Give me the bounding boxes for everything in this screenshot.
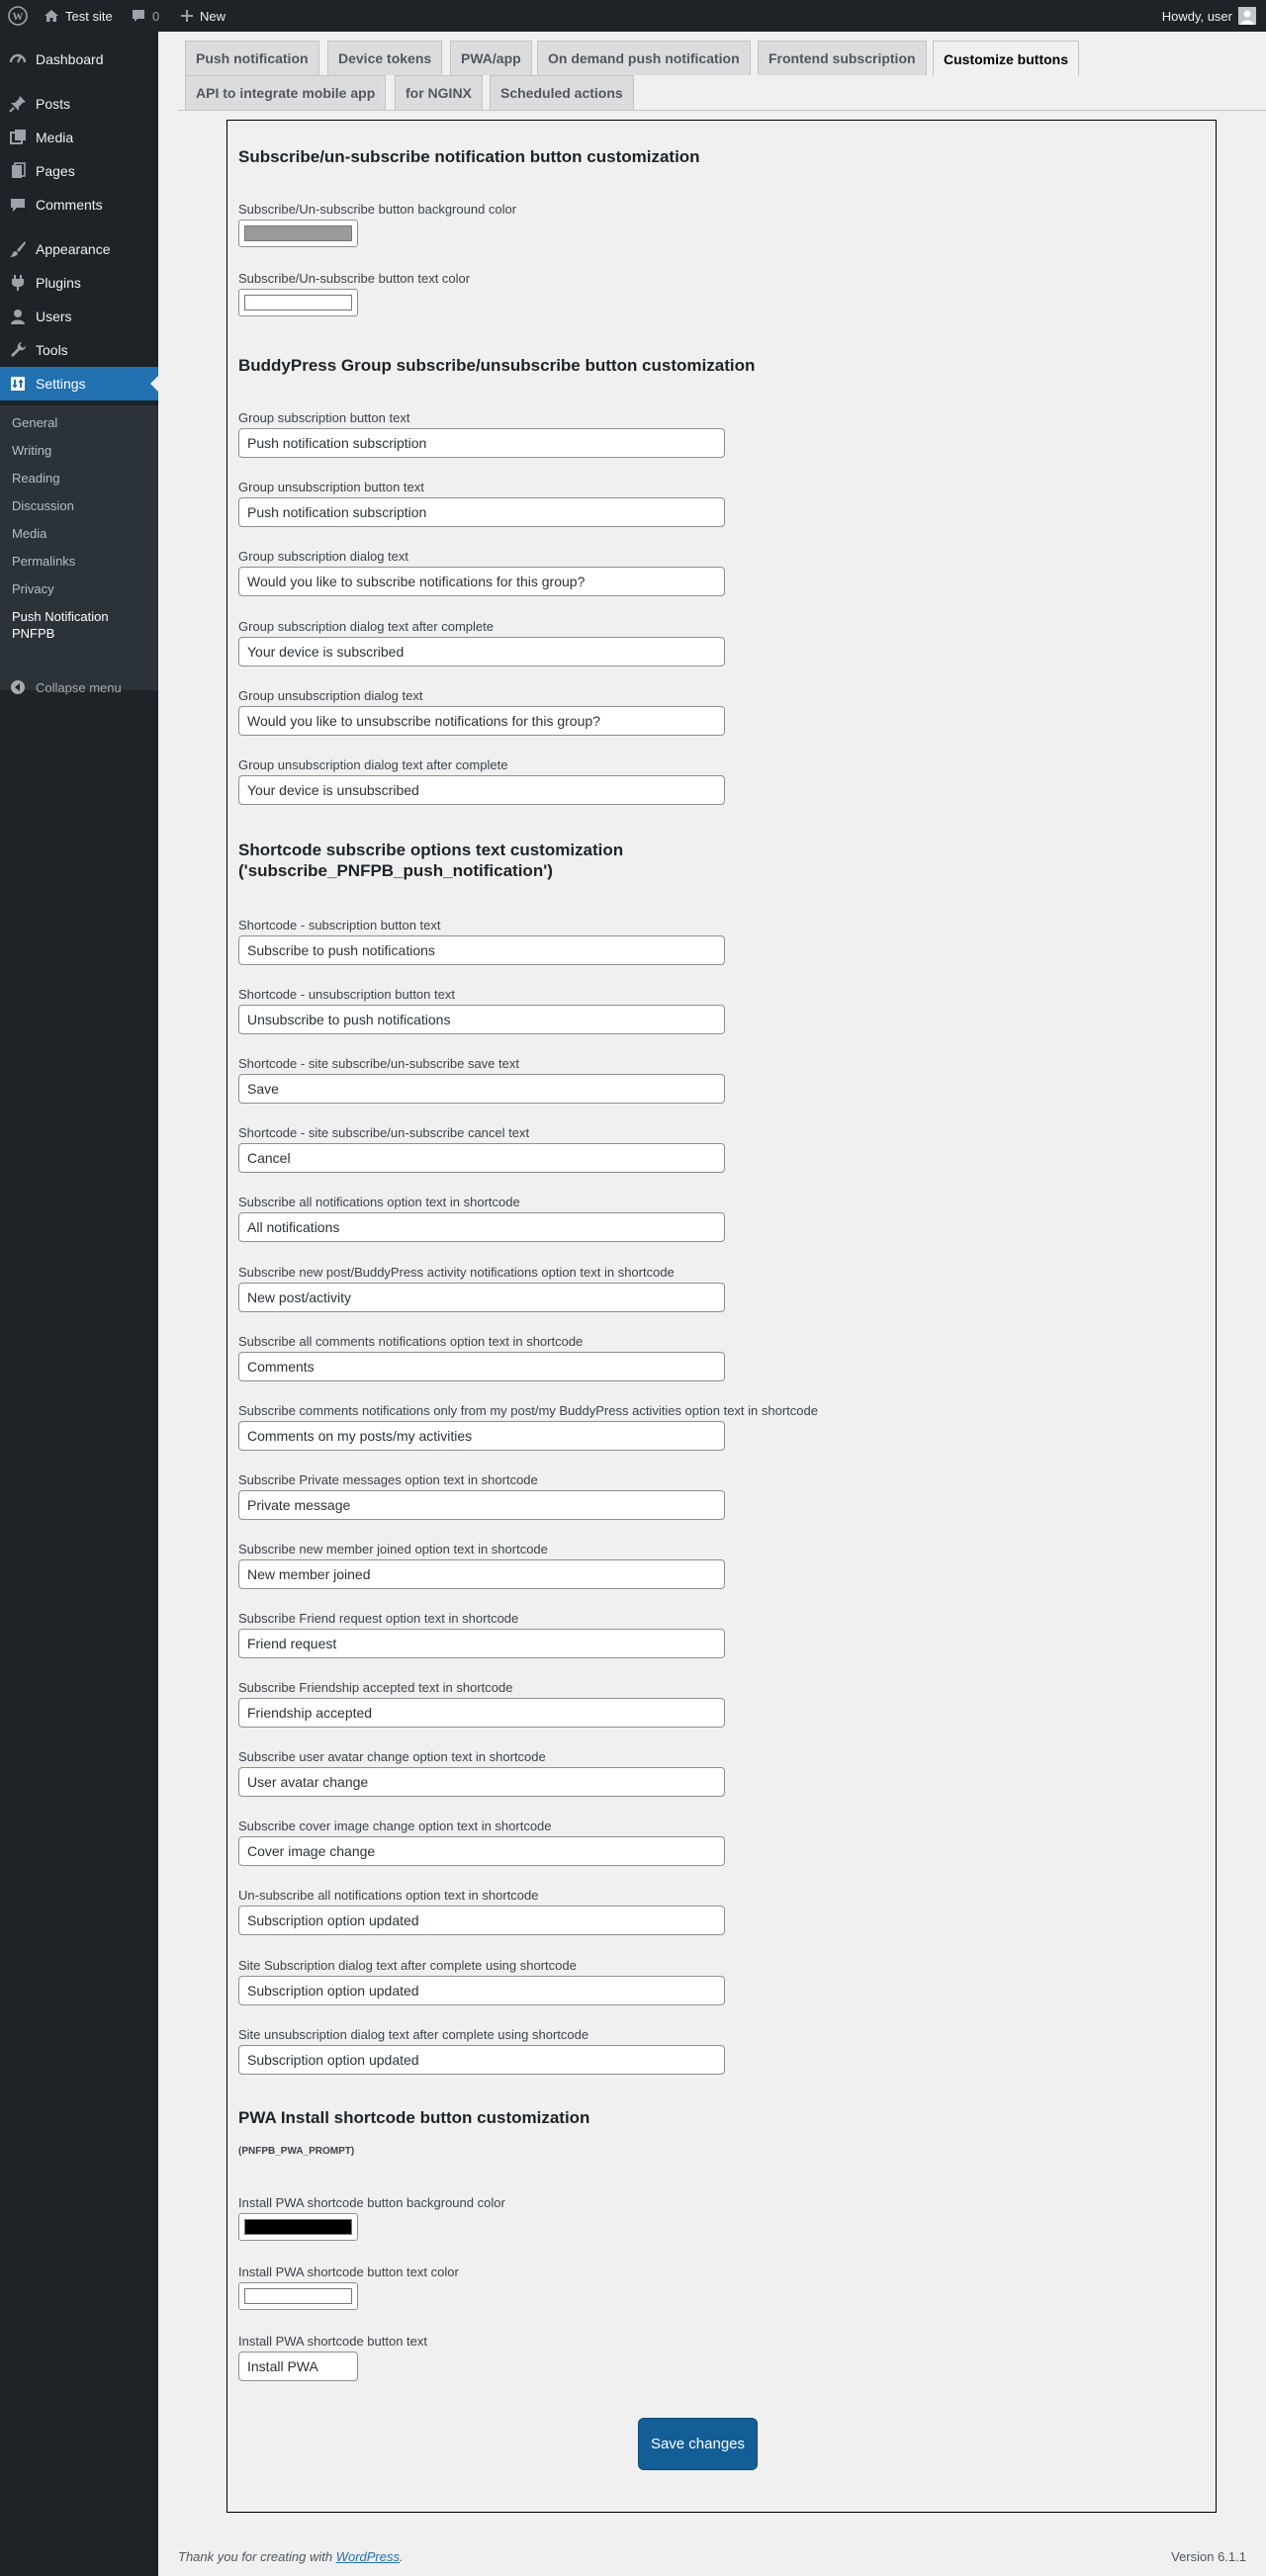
field-label: Group subscription button text bbox=[238, 410, 410, 425]
submenu-privacy[interactable]: Privacy bbox=[12, 581, 54, 596]
footer-version: Version 6.1.1 bbox=[1171, 2549, 1246, 2564]
field-label: Shortcode - subscription button text bbox=[238, 918, 441, 933]
heading-shortcode-options bbox=[238, 840, 623, 881]
menu-label: Posts bbox=[36, 96, 71, 112]
tabs-divider bbox=[178, 110, 1266, 111]
tab-frontend-subscription[interactable]: Frontend subscription bbox=[758, 41, 927, 75]
field-label: Subscribe Friendship accepted text in shortcode bbox=[238, 1680, 513, 1696]
tab-on-demand-push-notification[interactable]: On demand push notification bbox=[537, 41, 751, 75]
field-label: Group subscription dialog text bbox=[238, 549, 408, 565]
my-account-link[interactable] bbox=[1162, 0, 1256, 32]
field-label: Subscribe new member joined option text in shortcode bbox=[238, 1541, 548, 1556]
menu-comments[interactable] bbox=[0, 188, 158, 222]
submenu-push-notification-line2: PNFPB bbox=[12, 626, 55, 641]
menu-media[interactable] bbox=[0, 121, 158, 154]
collapse-label: Collapse menu bbox=[36, 679, 122, 695]
text-input[interactable]: Save bbox=[238, 1074, 725, 1104]
pages-icon bbox=[0, 162, 36, 180]
wordpress-logo-icon[interactable] bbox=[8, 0, 28, 32]
label-subscribe-bg-color: Subscribe/Un-subscribe button background color bbox=[238, 202, 517, 217]
label-pwa-text-color: Install PWA shortcode button text color bbox=[238, 2265, 459, 2279]
submenu-push-notification-line1: Push Notification bbox=[12, 609, 109, 624]
media-icon bbox=[0, 129, 36, 146]
text-input[interactable]: Friendship accepted bbox=[238, 1698, 725, 1728]
subscribe-bg-color-picker[interactable] bbox=[238, 220, 358, 247]
tab-for-nginx[interactable]: for NGINX bbox=[395, 75, 483, 110]
submenu-permalinks[interactable]: Permalinks bbox=[12, 554, 76, 569]
footer-thanks bbox=[178, 2549, 404, 2564]
wrench-icon bbox=[0, 341, 36, 359]
label-pwa-button-text: Install PWA shortcode button text bbox=[238, 2334, 428, 2349]
text-input[interactable]: Your device is subscribed bbox=[238, 637, 725, 666]
field-label: Shortcode - site subscribe/un-subscribe save text bbox=[238, 1056, 519, 1072]
comment-icon bbox=[0, 196, 36, 214]
text-input[interactable]: Private message bbox=[238, 1490, 725, 1520]
text-input[interactable]: Unsubscribe to push notifications bbox=[238, 1005, 725, 1034]
field-label: Shortcode - unsubscription button text bbox=[238, 987, 455, 1003]
pwa-shortcode-note: (PNFPB_PWA_PROMPT) bbox=[238, 2146, 355, 2157]
field-label: Subscribe comments notifications only from my post/my BuddyPress activities option text in shortcode bbox=[238, 1402, 818, 1418]
wordpress-link[interactable]: WordPress bbox=[335, 2549, 400, 2564]
field-label: Site Subscription dialog text after complete using shortcode bbox=[238, 1957, 577, 1973]
heading-pwa-install: PWA Install shortcode button customization bbox=[238, 2108, 590, 2127]
field-label: Un-subscribe all notifications option text in shortcode bbox=[238, 1888, 539, 1904]
text-input[interactable]: All notifications bbox=[238, 1212, 725, 1242]
field-label: Subscribe user avatar change option text in shortcode bbox=[238, 1749, 546, 1765]
submenu-discussion[interactable]: Discussion bbox=[12, 498, 74, 513]
text-input[interactable]: Would you like to unsubscribe notifications for this group? bbox=[238, 706, 725, 736]
menu-label: Settings bbox=[36, 376, 86, 392]
menu-label: Media bbox=[36, 130, 74, 145]
submenu-writing[interactable]: Writing bbox=[12, 443, 52, 458]
field-label: Subscribe all notifications option text in shortcode bbox=[238, 1195, 520, 1210]
color-swatch bbox=[244, 295, 352, 311]
field-label: Site unsubscription dialog text after complete using shortcode bbox=[238, 2026, 589, 2042]
settings-form-panel bbox=[226, 120, 1217, 2513]
text-input[interactable]: Would you like to subscribe notifications for this group? bbox=[238, 567, 725, 596]
field-label: Subscribe Friend request option text in shortcode bbox=[238, 1611, 519, 1626]
color-swatch bbox=[244, 225, 352, 241]
heading-shortcode-line2: ('subscribe_PNFPB_push_notification') bbox=[238, 861, 553, 880]
menu-label: Tools bbox=[36, 342, 68, 358]
collapse-icon bbox=[0, 679, 36, 695]
submenu-media[interactable]: Media bbox=[12, 526, 47, 541]
heading-buddypress-group: BuddyPress Group subscribe/unsubscribe button customization bbox=[238, 356, 756, 375]
color-swatch bbox=[244, 2219, 352, 2235]
plug-icon bbox=[0, 274, 36, 292]
menu-label: Dashboard bbox=[36, 51, 104, 67]
brush-icon bbox=[0, 240, 36, 258]
field-label: Group unsubscription button text bbox=[238, 480, 424, 495]
save-changes-button[interactable]: Save changes bbox=[638, 2418, 758, 2470]
heading-subscribe-button: Subscribe/un-subscribe notification button customization bbox=[238, 147, 700, 166]
field-label: Group unsubscription dialog text after complete bbox=[238, 757, 508, 772]
text-input[interactable]: Subscription option updated bbox=[238, 2045, 725, 2075]
field-label: Subscribe new post/BuddyPress activity notifications option text in shortcode bbox=[238, 1264, 675, 1280]
menu-label: Users bbox=[36, 309, 72, 324]
submenu-reading[interactable]: Reading bbox=[12, 471, 60, 486]
text-input[interactable]: New member joined bbox=[238, 1559, 725, 1589]
subscribe-text-color-picker[interactable] bbox=[238, 289, 358, 316]
tab-device-tokens[interactable]: Device tokens bbox=[327, 41, 442, 75]
new-content-link[interactable] bbox=[180, 0, 226, 32]
tab-pwa-app[interactable]: PWA/app bbox=[450, 41, 532, 75]
text-input[interactable]: Push notification subscription bbox=[238, 428, 725, 458]
menu-users[interactable] bbox=[0, 300, 158, 333]
field-label: Group subscription dialog text after complete bbox=[238, 618, 494, 634]
field-label: Subscribe cover image change option text in shortcode bbox=[238, 1819, 552, 1834]
comments-link[interactable] bbox=[131, 0, 159, 32]
menu-appearance[interactable] bbox=[0, 232, 158, 266]
tab-api-mobile-app[interactable]: API to integrate mobile app bbox=[185, 75, 386, 110]
site-name-link[interactable] bbox=[44, 0, 113, 32]
text-input[interactable]: Subscription option updated bbox=[238, 1976, 725, 2005]
text-input[interactable]: Comments bbox=[238, 1352, 725, 1381]
menu-plugins[interactable] bbox=[0, 266, 158, 300]
heading-shortcode-line1: Shortcode subscribe options text customization bbox=[238, 841, 624, 859]
tab-scheduled-actions[interactable]: Scheduled actions bbox=[490, 75, 634, 110]
pwa-button-text-input[interactable]: Install PWA bbox=[238, 2352, 358, 2381]
field-label: Group unsubscription dialog text bbox=[238, 687, 423, 703]
menu-label: Appearance bbox=[36, 241, 111, 257]
svg-text:W: W bbox=[12, 11, 24, 23]
text-input[interactable]: Your device is unsubscribed bbox=[238, 775, 725, 805]
color-swatch bbox=[244, 2288, 352, 2304]
text-input[interactable]: Cancel bbox=[238, 1143, 725, 1173]
menu-label: Plugins bbox=[36, 275, 81, 291]
text-input[interactable]: Comments on my posts/my activities bbox=[238, 1421, 725, 1451]
menu-label: Comments bbox=[36, 197, 103, 213]
pin-icon bbox=[0, 95, 36, 113]
comments-count: 0 bbox=[152, 8, 160, 24]
submenu-general[interactable]: General bbox=[12, 415, 58, 430]
footer-thanks-suffix: . bbox=[400, 2549, 404, 2564]
submenu-push-notification[interactable] bbox=[12, 608, 109, 642]
menu-tools[interactable] bbox=[0, 333, 158, 367]
label-subscribe-text-color: Subscribe/Un-subscribe button text color bbox=[238, 271, 471, 286]
text-input[interactable]: Subscription option updated bbox=[238, 1906, 725, 1935]
menu-dashboard[interactable] bbox=[0, 43, 158, 76]
tab-customize-buttons[interactable]: Customize buttons bbox=[933, 41, 1079, 76]
site-name: Test site bbox=[65, 8, 113, 24]
field-label: Subscribe all comments notifications option text in shortcode bbox=[238, 1333, 584, 1349]
menu-label: Pages bbox=[36, 163, 75, 179]
pwa-bg-color-picker[interactable] bbox=[238, 2213, 358, 2241]
howdy-text: Howdy, user bbox=[1161, 8, 1232, 24]
text-input[interactable]: Friend request bbox=[238, 1629, 725, 1658]
admin-bar bbox=[0, 0, 1266, 32]
home-icon bbox=[44, 8, 59, 24]
text-input[interactable]: Subscribe to push notifications bbox=[238, 935, 725, 965]
comment-icon bbox=[131, 8, 146, 24]
menu-settings[interactable] bbox=[0, 367, 158, 400]
dashboard-icon bbox=[0, 50, 36, 68]
text-input[interactable]: New post/activity bbox=[238, 1283, 725, 1312]
settings-submenu bbox=[0, 405, 158, 690]
user-icon bbox=[0, 308, 36, 325]
footer-thanks-prefix: Thank you for creating with bbox=[178, 2549, 336, 2564]
text-input[interactable]: User avatar change bbox=[238, 1767, 725, 1797]
new-label: New bbox=[200, 8, 226, 24]
plus-icon bbox=[180, 9, 194, 23]
text-input[interactable]: Cover image change bbox=[238, 1836, 725, 1866]
label-pwa-bg-color: Install PWA shortcode button background color bbox=[238, 2195, 505, 2210]
menu-posts[interactable] bbox=[0, 87, 158, 121]
text-input[interactable]: Push notification subscription bbox=[238, 497, 725, 527]
pwa-text-color-picker[interactable] bbox=[238, 2282, 358, 2310]
avatar-icon bbox=[1238, 7, 1256, 25]
tab-push-notification[interactable]: Push notification bbox=[185, 41, 319, 75]
field-label: Shortcode - site subscribe/un-subscribe cancel text bbox=[238, 1125, 530, 1141]
settings-icon bbox=[0, 375, 36, 393]
collapse-menu-button[interactable] bbox=[0, 670, 158, 704]
admin-sidebar bbox=[0, 32, 158, 2576]
field-label: Subscribe Private messages option text in shortcode bbox=[238, 1471, 538, 1487]
menu-pages[interactable] bbox=[0, 154, 158, 188]
